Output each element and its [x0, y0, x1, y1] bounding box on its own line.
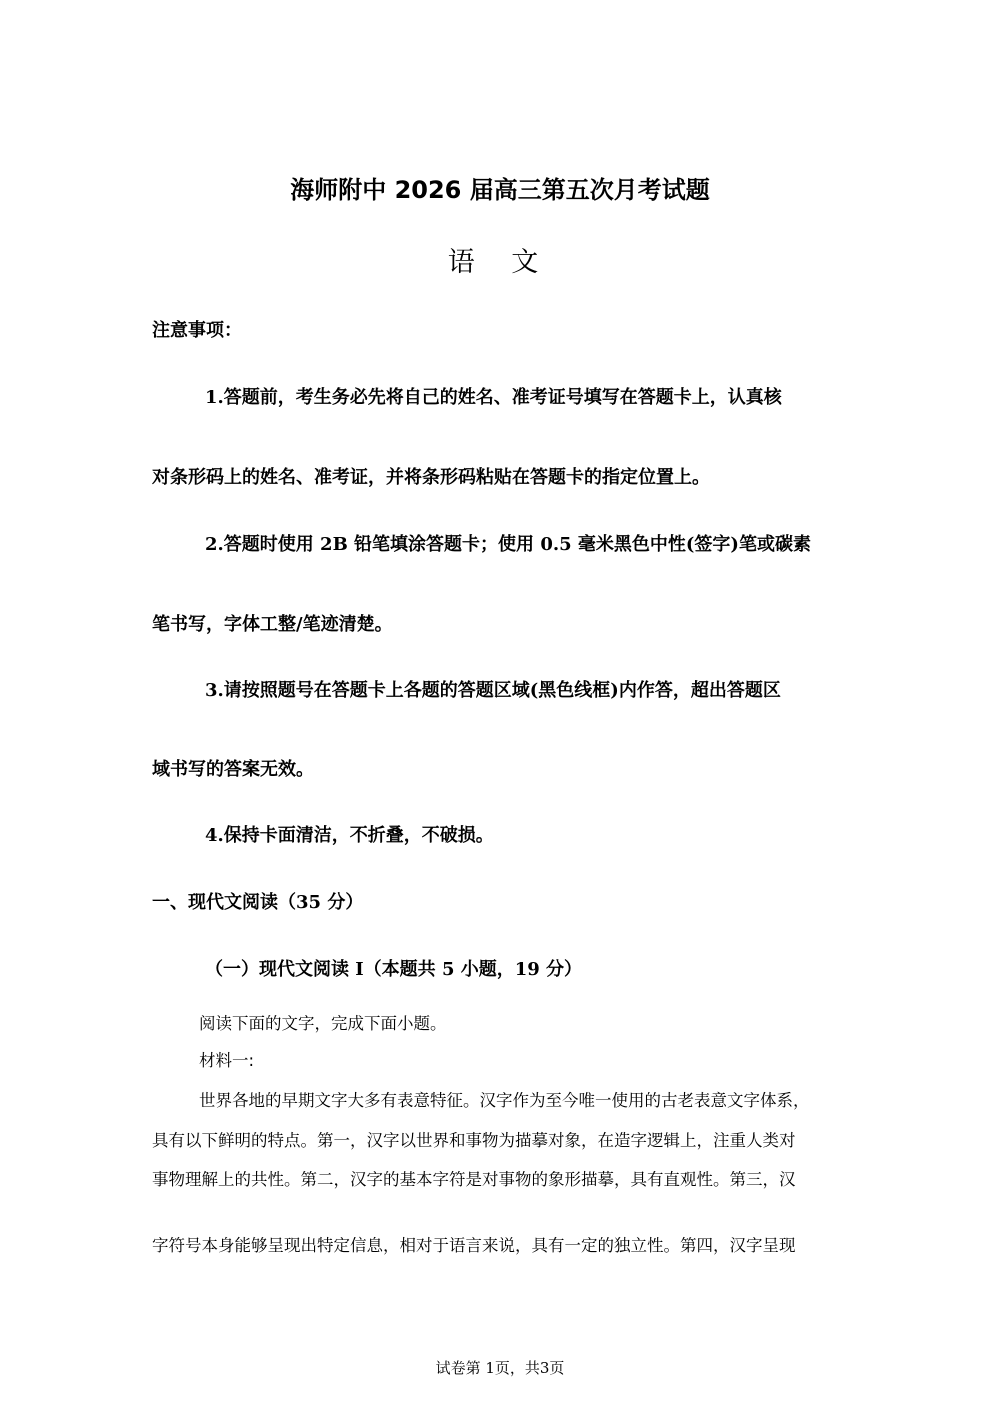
passage-line: 具有以下鲜明的特点。第一，汉字以世界和事物为描摹对象，在造字逻辑上，注重人类对 [152, 1131, 796, 1150]
material-label: 材料一: [199, 1051, 255, 1070]
notice-item-4-line1: 4.保持卡面清洁，不折叠，不破损。 [205, 825, 494, 846]
notice-item-2-line1: 2.答题时使用 2B 铅笔填涂答题卡；使用 0.5 毫米黑色中性(签字)笔或碳素 [205, 534, 811, 555]
notice-item-1-line1: 1.答题前，考生务必先将自己的姓名、准考证号填写在答题卡上，认真核 [205, 387, 782, 408]
notice-item-2-line2: 笔书写，字体工整/笔迹清楚。 [152, 614, 393, 635]
notice-item-1-line2: 对条形码上的姓名、准考证，并将条形码粘贴在答题卡的指定位置上。 [152, 467, 710, 488]
exam-title: 海师附中 2026 届高三第五次月考试题 [290, 176, 710, 204]
notice-heading: 注意事项： [152, 320, 242, 341]
passage-line: 字符号本身能够呈现出特定信息，相对于语言来说，具有一定的独立性。第四，汉字呈现 [152, 1236, 796, 1255]
passage-line: 事物理解上的共性。第二，汉字的基本字符是对事物的象形描摹，具有直观性。第三，汉 [152, 1170, 796, 1189]
section-subheading: （一）现代文阅读 I（本题共 5 小题，19 分） [205, 959, 583, 980]
notice-item-3-line2: 域书写的答案无效。 [152, 759, 314, 780]
instruction-text: 阅读下面的文字，完成下面小题。 [199, 1014, 447, 1033]
passage-line: 世界各地的早期文字大多有表意特征。汉字作为至今唯一使用的古老表意文字体系， [199, 1091, 810, 1110]
page-footer: 试卷第 1页，共3页 [435, 1359, 565, 1377]
section-heading: 一、现代文阅读（35 分） [152, 892, 364, 913]
subject-title: 语 文 [447, 247, 553, 278]
notice-item-3-line1: 3.请按照题号在答题卡上各题的答题区域(黑色线框)内作答，超出答题区 [205, 680, 781, 701]
